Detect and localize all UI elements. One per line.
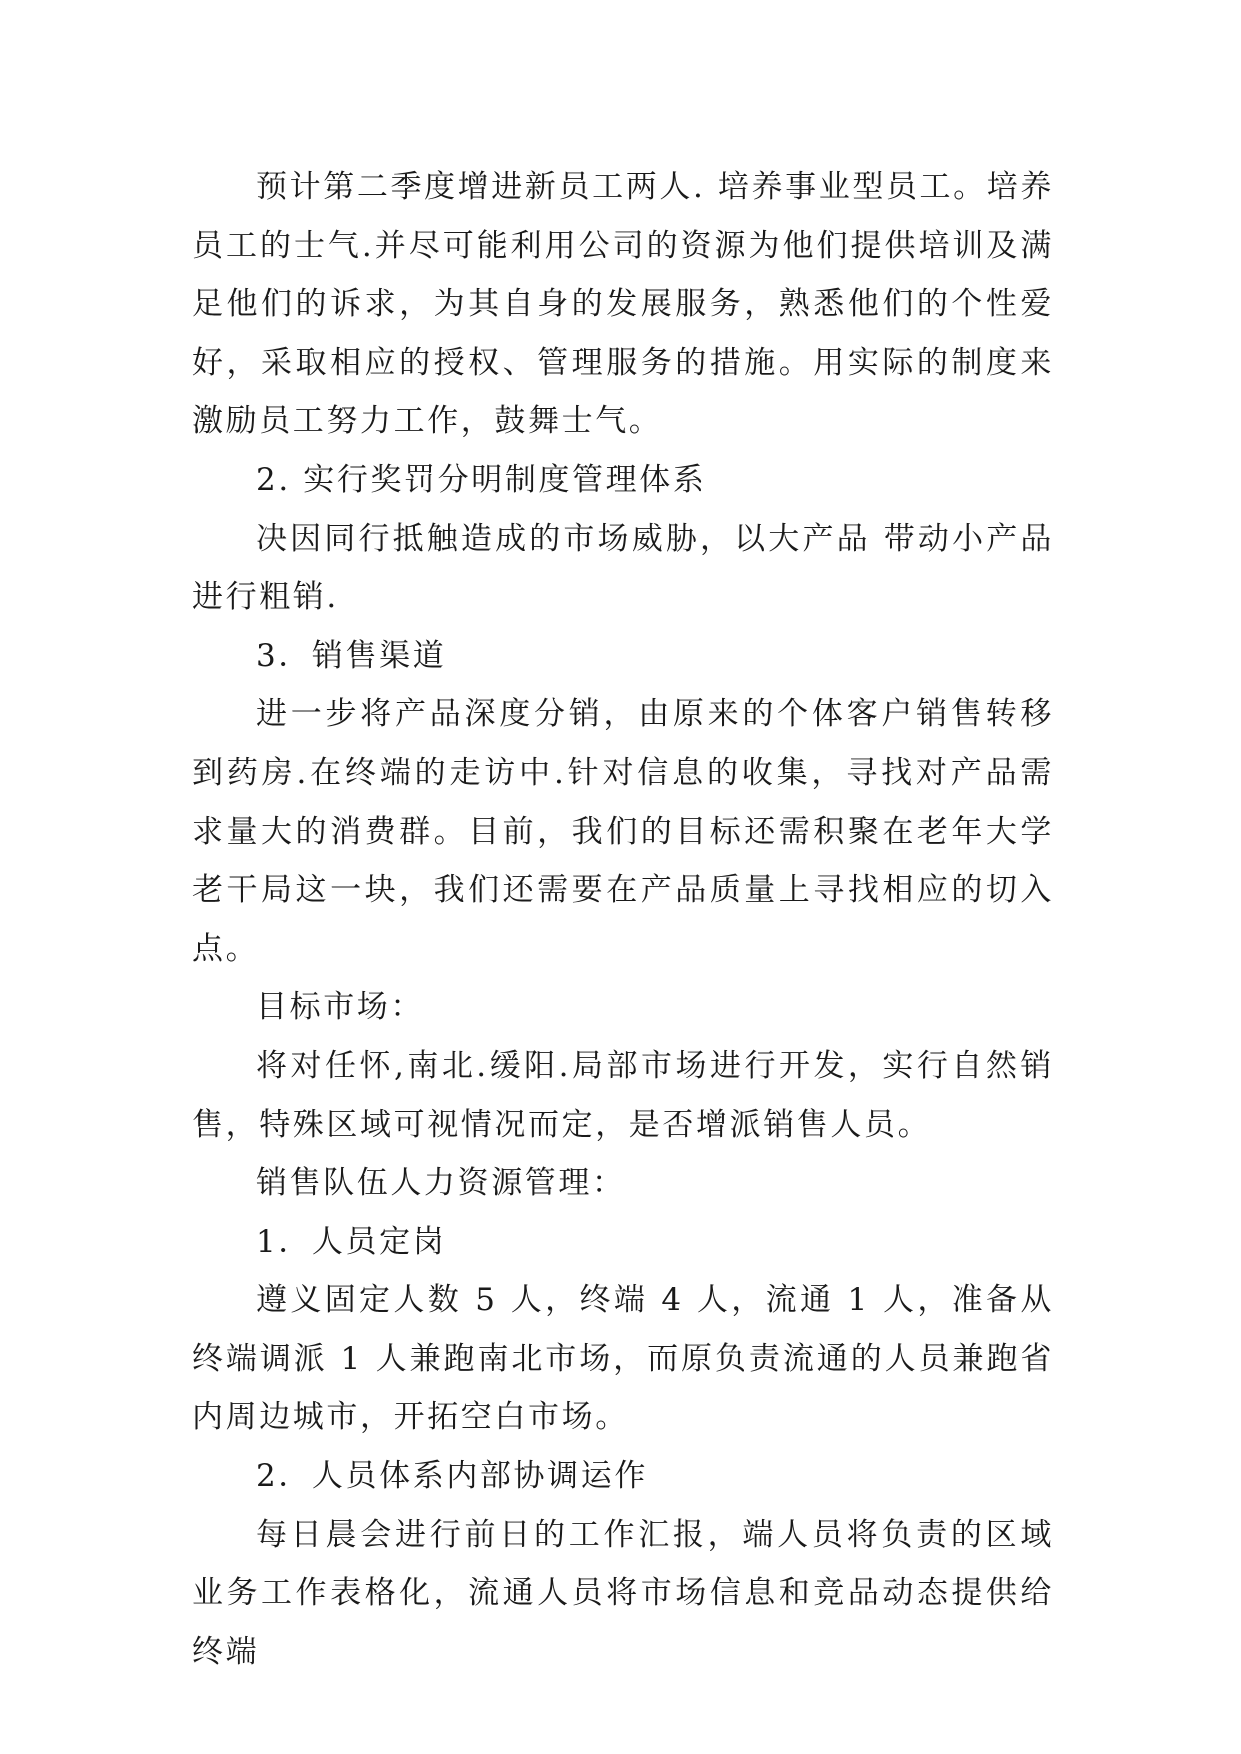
heading-reward-punishment-system: 2. 实行奖罚分明制度管理体系 (256, 461, 707, 498)
paragraph-morning-meeting: 每日晨会进行前日的工作汇报，端人员将负责的区域业务工作表格化，流通人员将市场信息和竞品动态提供给终端 (192, 1516, 1054, 1670)
document-body (192, 158, 1054, 1681)
heading-staffing: 1．人员定岗 (256, 1223, 447, 1260)
heading-sales-team-hr: 销售队伍人力资源管理： (256, 1165, 626, 1202)
heading-target-market: 目标市场： (256, 989, 424, 1026)
paragraph-market-threat: 决因同行抵触造成的市场威胁，以大产品 带动小产品进行粗销. (192, 520, 1054, 616)
heading-sales-channels: 3．销售渠道 (256, 637, 447, 674)
paragraph-target-market: 将对任怀,南北.缓阳.局部市场进行开发，实行自然销售，特殊区域可视情况而定，是否增派销售人员。 (192, 1047, 1054, 1143)
heading-internal-coordination: 2．人员体系内部协调运作 (256, 1458, 648, 1495)
paragraph-staffing: 遵义固定人数 5 人，终端 4 人，流通 1 人，准备从终端调派 1 人兼跑南北市场，而原负责流通的人员兼跑省内周边城市，开拓空白市场。 (192, 1282, 1054, 1436)
paragraph-staff-training: 预计第二季度增进新员工两人. 培养事业型员工。培养员工的士气.并尽可能利用公司的资源为他们提供培训及满足他们的诉求，为其自身的发展服务，熟悉他们的个性爱好，采取相应的授权、管理服务的措施。用实际的制度来激励员工努力工作，鼓舞士气。 (192, 169, 1054, 440)
paragraph-deep-distribution: 进一步将产品深度分销，由原来的个体客户销售转移到药房.在终端的走访中.针对信息的收集，寻找对产品需求量大的消费群。目前，我们的目标还需积聚在老年大学老干局这一块，我们还需要在产品质量上寻找相应的切入点。 (192, 696, 1054, 967)
